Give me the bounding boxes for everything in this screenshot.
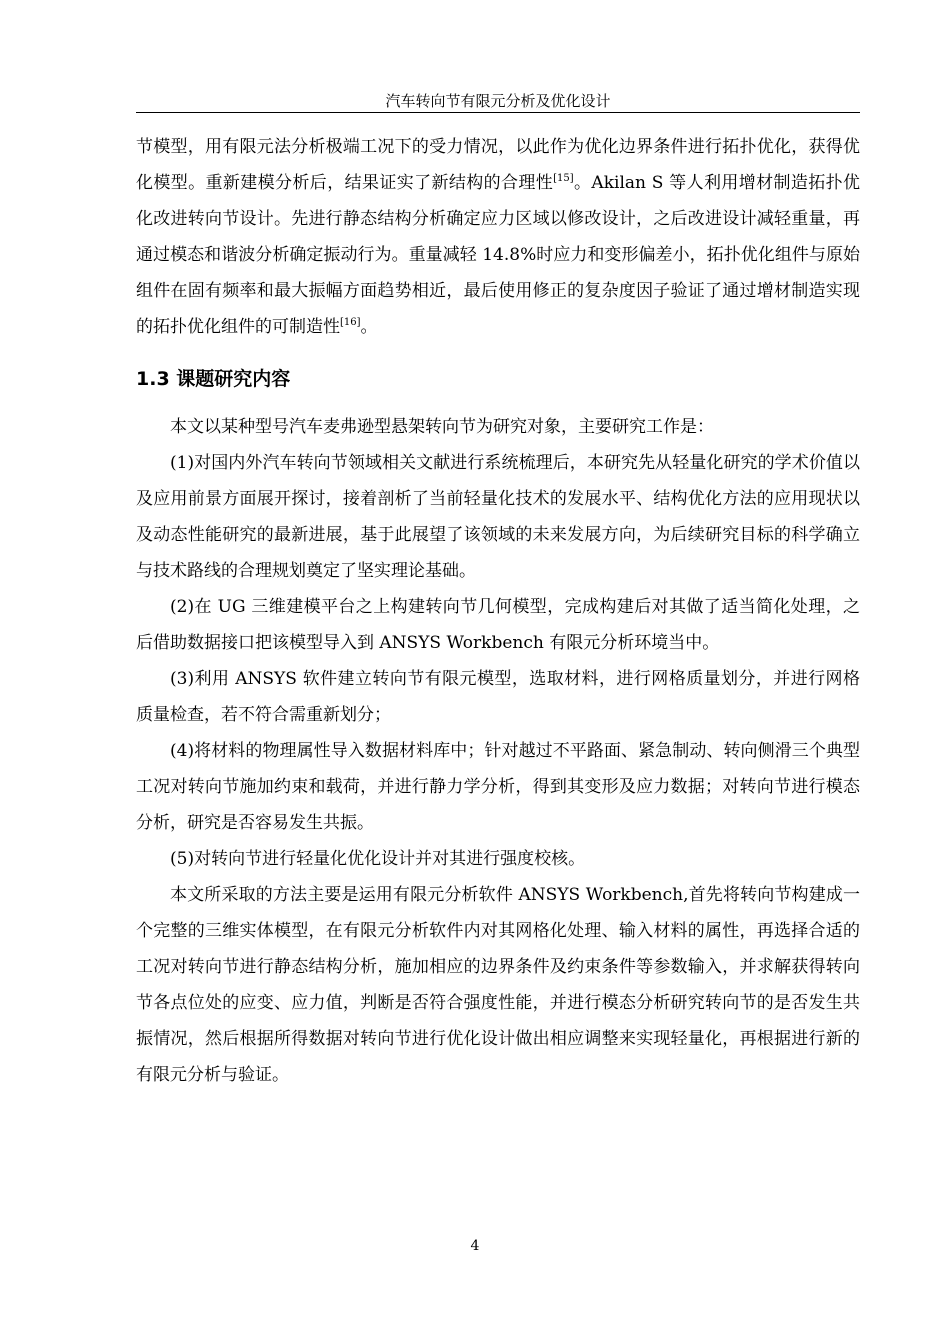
section-heading: 1.3 课题研究内容: [136, 368, 291, 390]
body-paragraph: (1)对国内外汽车转向节领域相关文献进行系统梳理后，本研究先从轻量化研究的学术价值以及应用前景方面展开探讨，接着剖析了当前轻量化技术的发展水平、结构优化方法的应用现状以及动态性能研究的最新进展，基于此展望了该领域的未来发展方向，为后续研究目标的科学确立与技术路线的合理规划奠定了坚实理论基础。: [136, 453, 860, 581]
page-number: 4: [470, 1238, 480, 1254]
paragraph-text: 节模型，用有限元法分析极端工况下的受力情况，以此作为优化边界条件进行拓扑优化，获得优化模型。重新建模分析后，结果证实了新结构的合理性: [136, 137, 860, 193]
body-paragraph: 本文以某种型号汽车麦弗逊型悬架转向节为研究对象，主要研究工作是：: [170, 417, 714, 437]
paragraph-text: 。Akilan S 等人利用增材制造拓扑优化改进转向节设计。先进行静态结构分析确定应力区域以修改设计，之后改进设计减轻重量，再通过模态和谐波分析确定振动行为。重量减轻 14.8%时应力和变形偏差小，拓扑优化组件与原始组件在固有频率和最大振幅方面趋势相近，最后使用修正的复杂度因子验证了通过增材制造实现的拓扑优化组件的可制造性: [136, 173, 860, 337]
header-divider: [136, 112, 860, 113]
body-paragraph: 本文所采取的方法主要是运用有限元分析软件 ANSYS Workbench,首先将转向节构建成一个完整的三维实体模型，在有限元分析软件内对其网格化处理、输入材料的属性，再选择合适的工况对转向节进行静态结构分析，施加相应的边界条件及约束条件等参数输入，并求解获得转向节各点位处的应变、应力值，判断是否符合强度性能，并进行模态分析研究转向节的是否发生共振情况，然后根据所得数据对转向节进行优化设计做出相应调整来实现轻量化，再根据进行新的有限元分析与验证。: [136, 885, 860, 1085]
body-paragraph: (3)利用 ANSYS 软件建立转向节有限元模型，选取材料，进行网格质量划分，并进行网格质量检查，若不符合需重新划分；: [136, 669, 860, 725]
body-paragraph: (5)对转向节进行轻量化优化设计并对其进行强度校核。: [170, 849, 586, 869]
citation-ref: [16]: [340, 317, 361, 328]
running-header: 汽车转向节有限元分析及优化设计: [385, 92, 611, 110]
body-paragraph: (4)将材料的物理属性导入数据材料库中；针对越过不平路面、紧急制动、转向侧滑三个典型工况对转向节施加约束和载荷，并进行静力学分析，得到其变形及应力数据；对转向节进行模态分析，研究是否容易发生共振。: [136, 741, 860, 833]
body-paragraph: (2)在 UG 三维建模平台之上构建转向节几何模型，完成构建后对其做了适当简化处理，之后借助数据接口把该模型导入到 ANSYS Workbench 有限元分析环境当中。: [136, 597, 860, 653]
continued-paragraph: [136, 129, 860, 345]
citation-ref: [15]: [553, 173, 574, 184]
page-body: [136, 129, 860, 1093]
paragraph-text: 。: [360, 317, 378, 337]
